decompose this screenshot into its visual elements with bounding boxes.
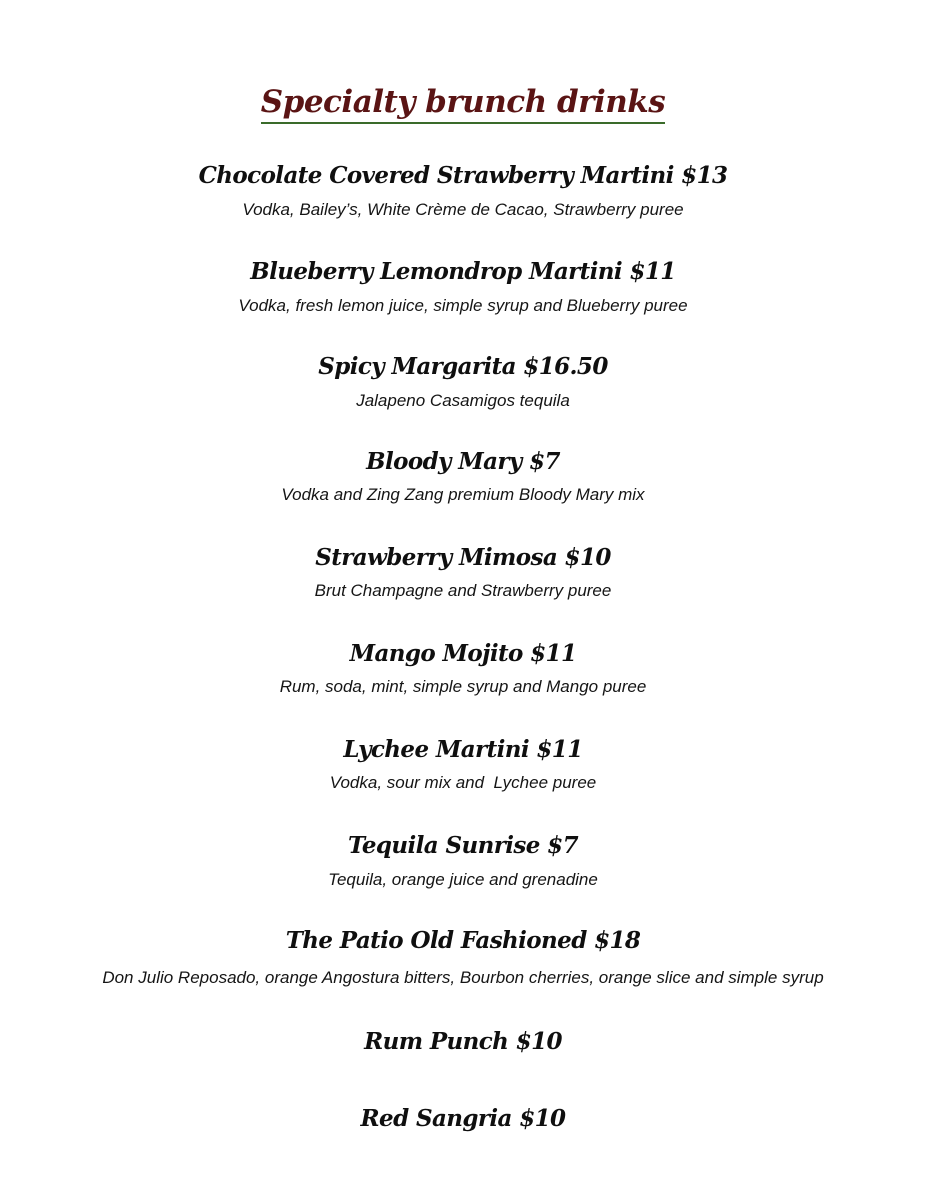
drink-name: Bloody Mary $7	[366, 448, 560, 475]
drink-name: Mango Mojito $11	[349, 640, 577, 667]
menu-title	[0, 84, 926, 120]
drink-description: Vodka, sour mix and Lychee puree	[329, 773, 597, 792]
drink-name: Tequila Sunrise $7	[347, 832, 578, 859]
menu-title-text: Specialty brunch drinks	[261, 84, 665, 124]
drink-name: Chocolate Covered Strawberry Martini $13	[198, 162, 728, 189]
drink-name: Red Sangria $10	[360, 1105, 566, 1132]
drink-description: Vodka, fresh lemon juice, simple syrup and Blueberry puree	[238, 296, 688, 315]
drink-name: Blueberry Lemondrop Martini $11	[250, 258, 676, 285]
drink-description: Brut Champagne and Strawberry puree	[314, 581, 612, 600]
drink-name: Lychee Martini $11	[343, 736, 583, 763]
drink-name: Rum Punch $10	[364, 1028, 562, 1055]
drink-name: The Patio Old Fashioned $18	[285, 927, 641, 954]
drink-name: Spicy Margarita $16.50	[318, 353, 608, 380]
drink-description: Vodka, Bailey’s, White Crème de Cacao, Strawberry puree	[242, 200, 684, 219]
drink-description: Rum, soda, mint, simple syrup and Mango puree	[279, 677, 647, 696]
drink-name: Strawberry Mimosa $10	[315, 544, 611, 571]
drink-description: Jalapeno Casamigos tequila	[356, 391, 570, 410]
drink-description: Tequila, orange juice and grenadine	[328, 870, 598, 889]
drink-description: Don Julio Reposado, orange Angostura bitters, Bourbon cherries, orange slice and simple syrup	[102, 968, 824, 987]
drink-description: Vodka and Zing Zang premium Bloody Mary mix	[281, 485, 645, 504]
